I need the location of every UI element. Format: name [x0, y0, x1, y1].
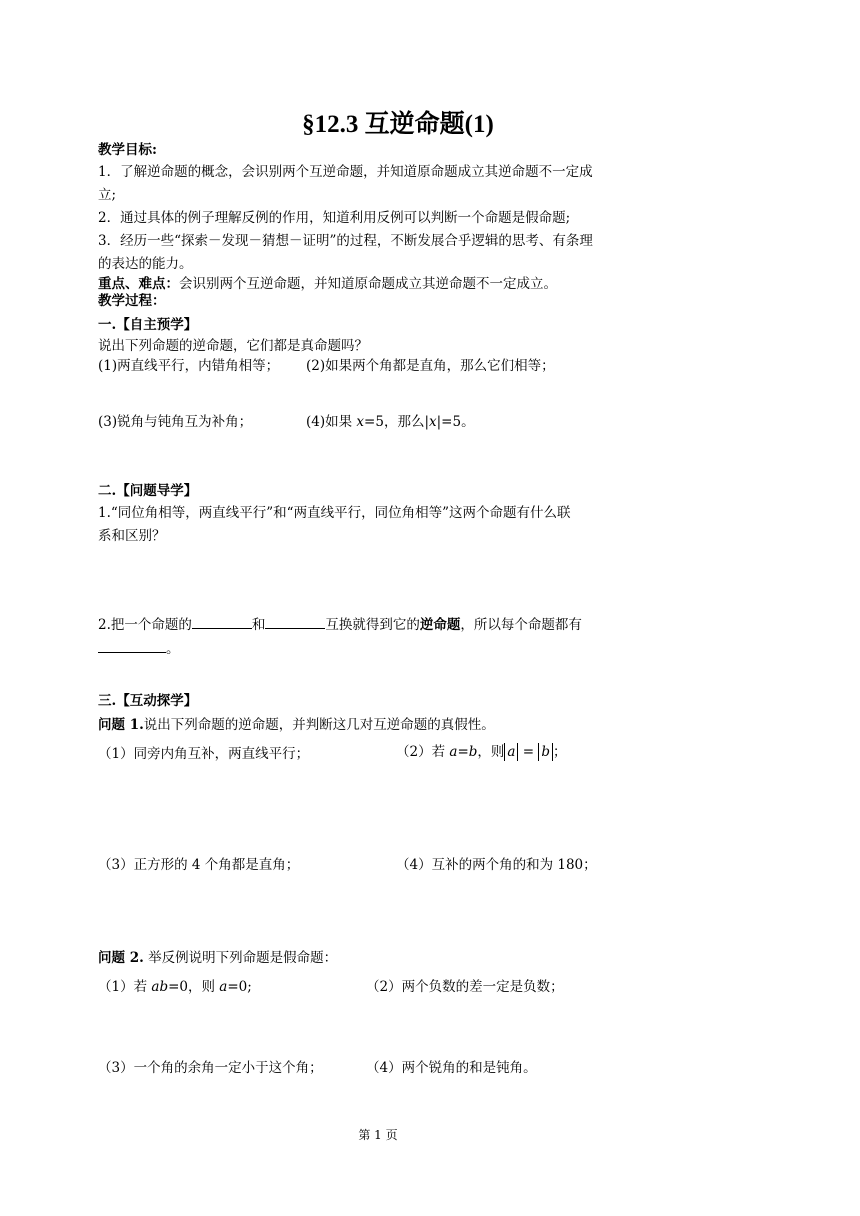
- section1-q4-var-x: x: [356, 414, 365, 430]
- key-points: [98, 272, 557, 292]
- problem2-item1-pre: （1）若: [98, 979, 152, 995]
- section2-q2-text-a: 2.把一个命题的: [98, 617, 192, 633]
- section2-q2-line-1: [98, 613, 582, 633]
- problem2-stem: [98, 946, 337, 966]
- problem2-item-3: （3）一个角的余角一定小于这个角；: [98, 1060, 323, 1076]
- section1-q4-mid: =5，那么|: [364, 414, 429, 430]
- problem1-label: 问题 1.: [98, 717, 144, 733]
- problem1-item2-eq: =: [457, 744, 469, 760]
- key-points-text: 会识别两个互逆命题，并知道原命题成立其逆命题不一定成立。: [179, 276, 557, 292]
- section2-q2-line-2: [98, 637, 180, 657]
- problem1-item-4: （4）互补的两个角的和为 180；: [396, 857, 597, 873]
- problem2-item1-mid: =0，则: [168, 979, 220, 995]
- problem1-item2-end: ；: [553, 744, 567, 760]
- section2-q1-line-2: 系和区别？: [98, 528, 166, 544]
- problem2-item-1: [98, 975, 252, 995]
- section1-intro: 说出下列命题的逆命题，它们都是真命题吗？: [98, 338, 368, 354]
- problem1-item2-then: ，则: [477, 744, 505, 760]
- problem2-label: 问题 2.: [98, 950, 144, 966]
- section1-q2: (2)如果两个角都是直角，那么它们相等；: [306, 358, 555, 374]
- fill-blank-1[interactable]: [192, 614, 252, 629]
- section1-q1: (1)两直线平行，内错角相等；: [98, 358, 280, 374]
- problem1-item-2: [396, 740, 567, 761]
- section2-q2-end: 。: [166, 641, 180, 657]
- problem1-item2-var-a: a: [449, 744, 458, 760]
- section1-q4: [306, 410, 475, 430]
- problem2-item-2: （2）两个负数的差一定是负数；: [366, 979, 564, 995]
- problem1-item-1: （1）同旁内角互补，两直线平行；: [98, 746, 310, 762]
- problem1-item2-var-b: b: [468, 744, 478, 760]
- section2-q2-text-c: 互换就得到它的: [325, 617, 420, 633]
- section1-heading: 一.【自主预学】: [98, 317, 198, 333]
- key-points-label: 重点、难点：: [98, 276, 179, 292]
- goal-item-1-line-2: 立;: [98, 187, 117, 203]
- section1-q4-pre: (4)如果: [306, 414, 357, 430]
- goal-item-3-line-1: 3．经历一些“探索－发现－猜想－证明”的过程，不断发展合乎逻辑的思考、有条理: [98, 233, 593, 249]
- problem2-item-4: （4）两个锐角的和是钝角。: [366, 1060, 537, 1076]
- fill-blank-2[interactable]: [265, 614, 325, 629]
- abs-value-b: b: [538, 743, 553, 761]
- section1-q4-post: |=5。: [436, 414, 475, 430]
- goal-item-2: 2．通过具体的例子理解反例的作用，知道利用反例可以判断一个命题是假命题;: [98, 210, 571, 226]
- problem2-item1-var-a: a: [219, 979, 228, 995]
- problem1-item-3: （3）正方形的 4 个角都是直角；: [98, 857, 300, 873]
- problem1-text: 说出下列命题的逆命题，并判断这几对互逆命题的真假性。: [143, 717, 495, 733]
- section2-q2-text-b: 和: [251, 617, 266, 633]
- section2-q2-text-d: ，所以每个命题都有: [460, 617, 582, 633]
- problem2-item1-post: =0;: [227, 979, 252, 995]
- fill-blank-3[interactable]: [98, 638, 166, 653]
- problem1-stem: [98, 713, 495, 733]
- process-heading: 教学过程：: [98, 293, 166, 309]
- abs-value-a: a: [504, 743, 518, 761]
- section3-heading: 三.【互动探学】: [98, 693, 198, 709]
- section2-q2-bold-term: 逆命题: [419, 617, 461, 633]
- page-number: 第 1 页: [358, 1128, 398, 1142]
- section1-q3: (3)锐角与钝角互为补角；: [98, 414, 253, 430]
- goal-item-1-line-1: 1．了解逆命题的概念，会识别两个互逆命题，并知道原命题成立其逆命题不一定成: [98, 164, 593, 180]
- page-title: §12.3 互逆命题(1): [302, 111, 494, 138]
- goals-heading: 教学目标:: [98, 142, 157, 158]
- section2-heading: 二.【问题导学】: [98, 483, 198, 499]
- goal-item-3-line-2: 的表达的能力。: [98, 256, 193, 272]
- problem2-text: 举反例说明下列命题是假命题：: [143, 950, 338, 966]
- problem1-item2-pre: （2）若: [396, 744, 450, 760]
- section2-q1-line-1: 1.“同位角相等，两直线平行”和“两直线平行，同位角相等”这两个命题有什么联: [98, 505, 571, 521]
- problem2-item1-var-ab: ab: [151, 979, 169, 995]
- problem1-item2-abs-eq: =: [518, 744, 539, 760]
- section1-q4-var-x2: x: [429, 414, 437, 430]
